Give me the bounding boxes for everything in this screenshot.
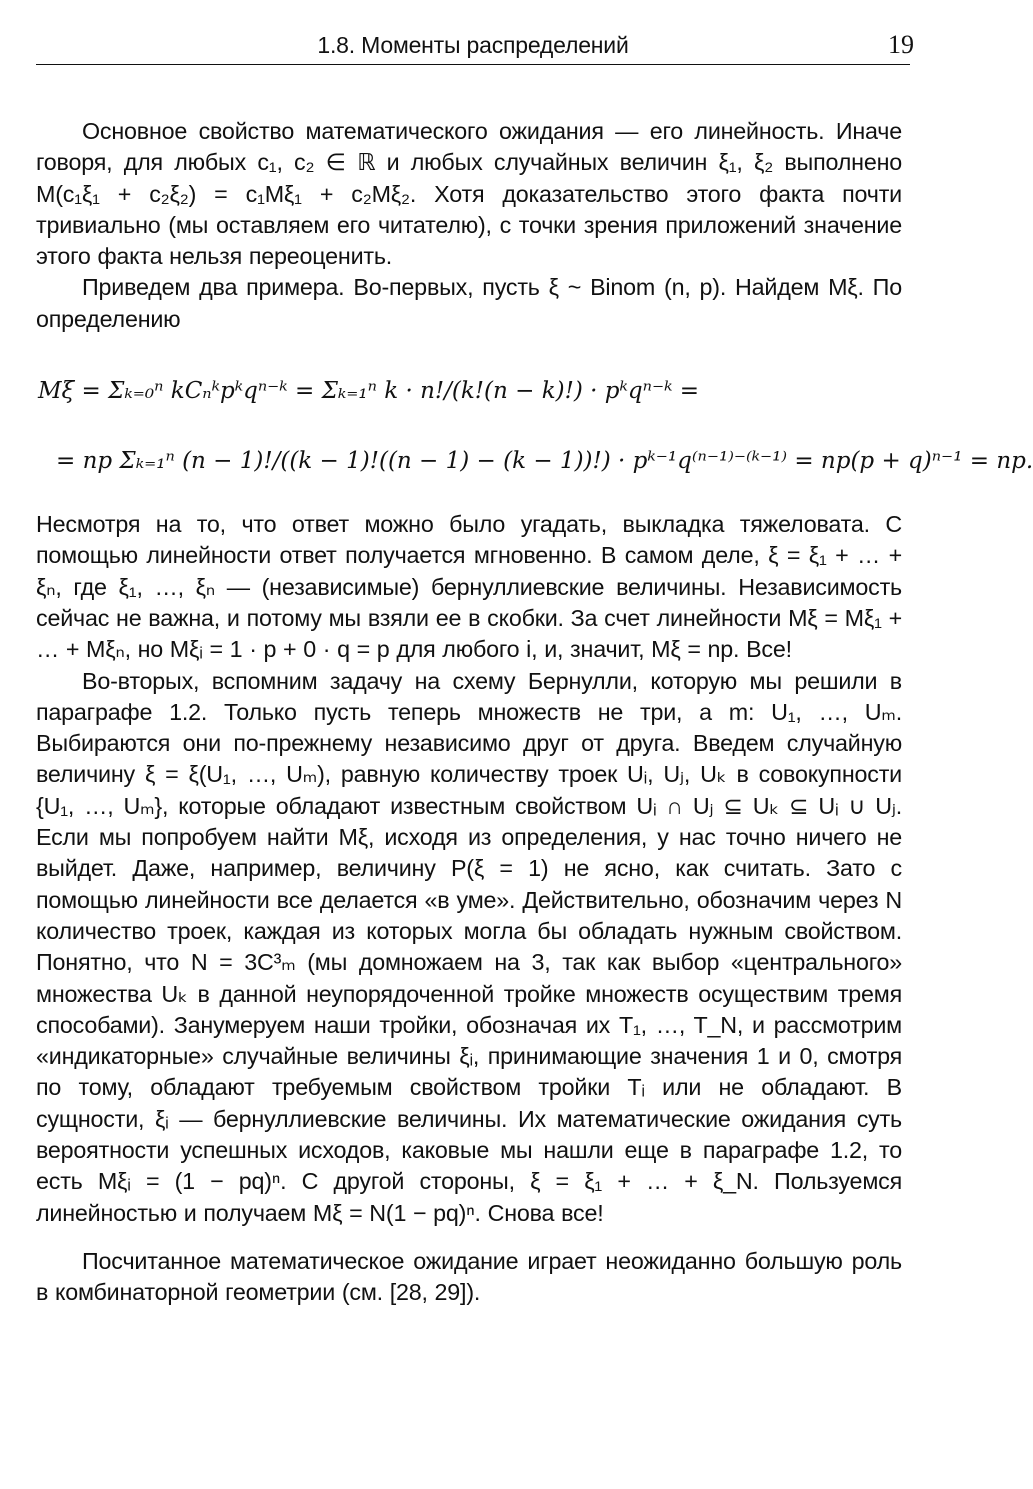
page-body — [36, 116, 1033, 1309]
paragraph-second-example: Во-вторых, вспомним задачу на схему Бернулли, которую мы решили в параграфе 1.2. Только пусть теперь множеств не три, а m: U₁, …, Uₘ. Выбираются они по-прежнему независимо друг от друга. Введем случайную величину ξ = ξ(U₁, …, Uₘ), равную количеству троек Uᵢ, Uⱼ, Uₖ в совокупности {U₁, …, Uₘ}, которые обладают известным свойством Uᵢ ∩ Uⱼ ⊆ Uₖ ⊆ Uᵢ ∪ Uⱼ. Если мы попробуем найти Mξ, исходя из определения, у нас точно ничего не выйдет. Даже, например, величину P(ξ = 1) не ясно, как считать. Зато с помощью линейности все делается «в уме». Действительно, обозначим через N количество троек, каждая из которых могла бы обладать нужным свойством. Понятно, что N = 3C³ₘ (мы домножаем на 3, так как выбор «центрального» множества Uₖ в данной неупорядоченной тройке множеств осуществим тремя способами). Занумеруем наши тройки, обозначая их T₁, …, T_N, и рассмотрим «индикаторные» случайные величины ξᵢ, принимающие значения 1 и 0, смотря по тому, обладают требуемым свойством тройки Tᵢ или не обладают. В сущности, ξᵢ — бернуллиевские величины. Их математические ожидания суть вероятности успешных исходов, каковые мы нашли еще в параграфе 1.2, то есть Mξᵢ = (1 − pq)ⁿ. С другой стороны, ξ = ξ₁ + … + ξ_N. Пользуемся линейностью и получаем Mξ = N(1 − pq)ⁿ. Снова все! — [36, 667, 902, 1226]
paragraph-linearity: Основное свойство математического ожидания — его линейность. Иначе говоря, для любых c₁, c₂ ∈ ℝ и любых случайных величин ξ₁, ξ₂ выполнено M(c₁ξ₁ + c₂ξ₂) = c₁Mξ₁ + c₂Mξ₂. Хотя доказательство этого факта почти тривиально (мы оставляем его читателю), с точки зрения приложений значение этого факта нельзя переоценить. — [36, 118, 902, 270]
paragraph-examples-intro: Приведем два примера. Во-первых, пусть ξ ~ Binom (n, p). Найдем Mξ. По определению — [36, 274, 902, 332]
formula-expectation-line-1: Mξ = Σₖ₌₀ⁿ kCₙᵏpᵏqⁿ⁻ᵏ = Σₖ₌₁ⁿ k · n!/(k!(n − k)!) · pᵏqⁿ⁻ᵏ = — [38, 378, 700, 405]
paragraph-conclusion: Посчитанное математическое ожидание играет неожиданно большую роль в комбинаторной геометрии (см. [28, 29]). — [36, 1247, 902, 1306]
running-head — [36, 24, 914, 65]
section-title: 1.8. Моменты распределений — [317, 32, 629, 58]
formula-expectation-line-2: = np Σₖ₌₁ⁿ (n − 1)!/((k − 1)!((n − 1) − (k − 1))!) · pᵏ⁻¹q⁽ⁿ⁻¹⁾⁻⁽ᵏ⁻¹⁾ = np(p + q)ⁿ⁻¹ = np. — [56, 448, 1033, 475]
paragraph-linearity-solution: Несмотря на то, что ответ можно было угадать, выкладка тяжеловата. С помощью линейности ответ получается мгновенно. В самом деле, ξ = ξ₁ + … + ξₙ, где ξ₁, …, ξₙ — (независимые) бернуллиевские величины. Независимость сейчас не важна, и потому мы взяли ее в скобки. За счет линейности Mξ = Mξ₁ + … + Mξₙ, но Mξᵢ = 1 · p + 0 · q = p для любого i, и, значит, Mξ = np. Все! — [36, 511, 902, 663]
page-number: 19 — [888, 30, 914, 59]
